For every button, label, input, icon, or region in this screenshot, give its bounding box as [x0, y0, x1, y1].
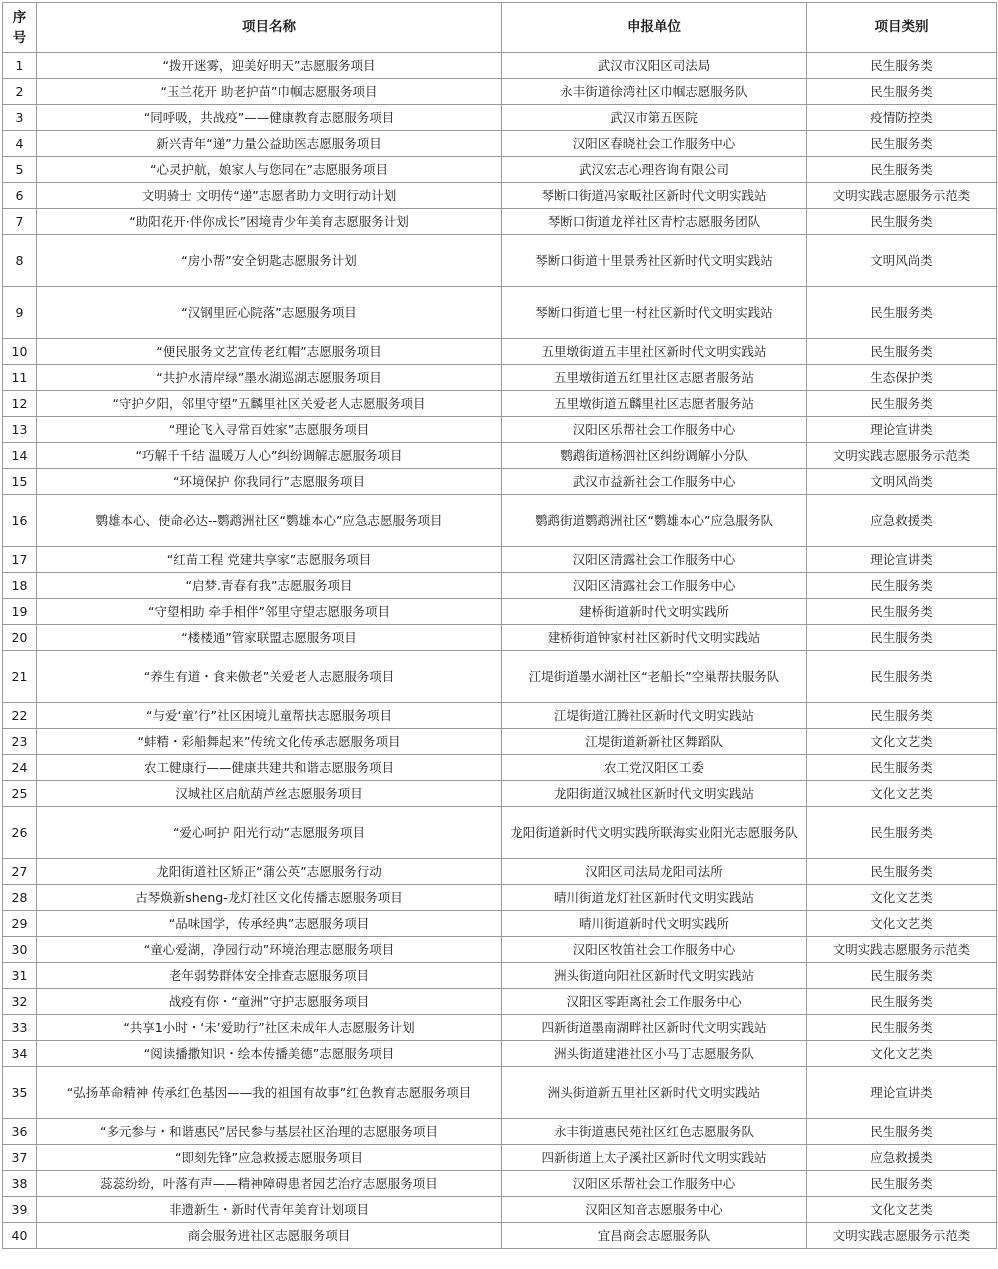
- cell-no: 33: [3, 1015, 37, 1041]
- cell-no: 36: [3, 1119, 37, 1145]
- cell-unit: 五里墩街道五麟里社区志愿者服务站: [502, 391, 807, 417]
- cell-unit: 汉阳区乐帮社会工作服务中心: [502, 417, 807, 443]
- cell-category: 民生服务类: [807, 79, 997, 105]
- cell-name: “童心爱湖，净园行动”环境治理志愿服务项目: [37, 937, 502, 963]
- cell-name: 蕊蕊纷纷，叶落有声——精神障碍患者园艺治疗志愿服务项目: [37, 1171, 502, 1197]
- cell-no: 9: [3, 287, 37, 339]
- cell-unit: 汉阳区牧笛社会工作服务中心: [502, 937, 807, 963]
- cell-no: 18: [3, 573, 37, 599]
- table-row: [3, 443, 997, 469]
- cell-no: 1: [3, 53, 37, 79]
- cell-unit: 武汉宏志心理咨询有限公司: [502, 157, 807, 183]
- cell-name: “守护夕阳，邻里守望”五麟里社区关爱老人志愿服务项目: [37, 391, 502, 417]
- table-row: [3, 729, 997, 755]
- cell-name: “品味国学，传承经典”志愿服务项目: [37, 911, 502, 937]
- cell-name: “守望相助 牵手相伴”邻里守望志愿服务项目: [37, 599, 502, 625]
- cell-no: 27: [3, 859, 37, 885]
- cell-category: 民生服务类: [807, 1171, 997, 1197]
- cell-name: 非遗新生・新时代青年美育计划项目: [37, 1197, 502, 1223]
- table-row: [3, 755, 997, 781]
- cell-no: 4: [3, 131, 37, 157]
- cell-unit: 五里墩街道五红里社区志愿者服务站: [502, 365, 807, 391]
- cell-no: 24: [3, 755, 37, 781]
- cell-category: 民生服务类: [807, 989, 997, 1015]
- cell-unit: 农工党汉阳区工委: [502, 755, 807, 781]
- cell-unit: 永丰街道惠民苑社区红色志愿服务队: [502, 1119, 807, 1145]
- cell-category: 应急救援类: [807, 495, 997, 547]
- cell-category: 文化文艺类: [807, 1197, 997, 1223]
- cell-no: 38: [3, 1171, 37, 1197]
- cell-name: “楼楼通”管家联盟志愿服务项目: [37, 625, 502, 651]
- cell-no: 16: [3, 495, 37, 547]
- table-row: [3, 1119, 997, 1145]
- cell-name: “房小帮”安全钥匙志愿服务计划: [37, 235, 502, 287]
- cell-no: 5: [3, 157, 37, 183]
- cell-unit: 晴川街道龙灯社区新时代文明实践站: [502, 885, 807, 911]
- cell-category: 民生服务类: [807, 963, 997, 989]
- cell-unit: 琴断口街道十里景秀社区新时代文明实践站: [502, 235, 807, 287]
- table-row: [3, 1223, 997, 1249]
- cell-unit: 琴断口街道冯家畈社区新时代文明实践站: [502, 183, 807, 209]
- table-row: [3, 1145, 997, 1171]
- cell-no: 3: [3, 105, 37, 131]
- cell-no: 31: [3, 963, 37, 989]
- cell-unit: 琴断口街道七里一村社区新时代文明实践站: [502, 287, 807, 339]
- cell-unit: 汉阳区零距离社会工作服务中心: [502, 989, 807, 1015]
- cell-name: 文明骑士 文明传“递”志愿者助力文明行动计划: [37, 183, 502, 209]
- cell-unit: 江堤街道墨水湖社区“老船长”空巢帮扶服务队: [502, 651, 807, 703]
- table-row: [3, 547, 997, 573]
- table-row: [3, 781, 997, 807]
- cell-no: 25: [3, 781, 37, 807]
- table-row: [3, 131, 997, 157]
- table-row: [3, 495, 997, 547]
- cell-category: 民生服务类: [807, 651, 997, 703]
- cell-unit: 武汉市第五医院: [502, 105, 807, 131]
- cell-unit: 龙阳街道新时代文明实践所联海实业阳光志愿服务队: [502, 807, 807, 859]
- table-row: [3, 183, 997, 209]
- cell-category: 文化文艺类: [807, 729, 997, 755]
- table-row: [3, 287, 997, 339]
- cell-name: “助阳花开·伴你成长”困境青少年美育志愿服务计划: [37, 209, 502, 235]
- cell-name: “玉兰花开 助老护苗”巾帼志愿服务项目: [37, 79, 502, 105]
- cell-category: 民生服务类: [807, 703, 997, 729]
- header-row: [3, 3, 997, 53]
- cell-category: 文明实践志愿服务示范类: [807, 1223, 997, 1249]
- cell-category: 文化文艺类: [807, 911, 997, 937]
- table-row: [3, 573, 997, 599]
- cell-category: 民生服务类: [807, 573, 997, 599]
- cell-category: 民生服务类: [807, 1119, 997, 1145]
- cell-no: 20: [3, 625, 37, 651]
- header-category: 项目类别: [807, 3, 997, 53]
- cell-unit: 汉阳区春晓社会工作服务中心: [502, 131, 807, 157]
- cell-category: 文明实践志愿服务示范类: [807, 183, 997, 209]
- cell-no: 10: [3, 339, 37, 365]
- table-row: [3, 807, 997, 859]
- table-row: [3, 651, 997, 703]
- cell-category: 文化文艺类: [807, 885, 997, 911]
- cell-no: 39: [3, 1197, 37, 1223]
- cell-name: “弘扬革命精神 传承红色基因——我的祖国有故事”红色教育志愿服务项目: [37, 1067, 502, 1119]
- cell-unit: 鹦鹉街道鹦鹉洲社区“鹦雄本心”应急服务队: [502, 495, 807, 547]
- cell-unit: 汉阳区乐帮社会工作服务中心: [502, 1171, 807, 1197]
- cell-no: 14: [3, 443, 37, 469]
- cell-no: 15: [3, 469, 37, 495]
- table-row: [3, 703, 997, 729]
- table-row: [3, 885, 997, 911]
- cell-name: “与爱‘童’行”社区困境儿童帮扶志愿服务项目: [37, 703, 502, 729]
- cell-name: “蚌精・彩船舞起来”传统文化传承志愿服务项目: [37, 729, 502, 755]
- cell-name: “汉钢里匠心院落”志愿服务项目: [37, 287, 502, 339]
- cell-category: 民生服务类: [807, 131, 997, 157]
- cell-name: “理论飞入寻常百姓家”志愿服务项目: [37, 417, 502, 443]
- cell-name: “共享1小时・‘未’爱助行”社区未成年人志愿服务计划: [37, 1015, 502, 1041]
- cell-unit: 五里墩街道五丰里社区新时代文明实践站: [502, 339, 807, 365]
- cell-unit: 汉阳区知音志愿服务中心: [502, 1197, 807, 1223]
- cell-no: 29: [3, 911, 37, 937]
- cell-category: 文明风尚类: [807, 469, 997, 495]
- cell-no: 30: [3, 937, 37, 963]
- cell-unit: 建桥街道钟家村社区新时代文明实践站: [502, 625, 807, 651]
- cell-name: 商会服务进社区志愿服务项目: [37, 1223, 502, 1249]
- cell-name: “启梦.青春有我”志愿服务项目: [37, 573, 502, 599]
- cell-unit: 龙阳街道汉城社区新时代文明实践站: [502, 781, 807, 807]
- cell-name: “即刻先锋”应急救援志愿服务项目: [37, 1145, 502, 1171]
- cell-name: “爱心呵护 阳光行动”志愿服务项目: [37, 807, 502, 859]
- table-row: [3, 1041, 997, 1067]
- cell-no: 17: [3, 547, 37, 573]
- cell-no: 12: [3, 391, 37, 417]
- cell-unit: 洲头街道新五里社区新时代文明实践站: [502, 1067, 807, 1119]
- cell-category: 民生服务类: [807, 755, 997, 781]
- cell-category: 民生服务类: [807, 287, 997, 339]
- cell-no: 8: [3, 235, 37, 287]
- table-row: [3, 1197, 997, 1223]
- cell-category: 文明实践志愿服务示范类: [807, 937, 997, 963]
- cell-unit: 鹦鹉街道杨泗社区纠纷调解小分队: [502, 443, 807, 469]
- table-row: [3, 1067, 997, 1119]
- table-row: [3, 209, 997, 235]
- cell-name: “红苗工程 党建共享家”志愿服务项目: [37, 547, 502, 573]
- cell-no: 23: [3, 729, 37, 755]
- cell-category: 理论宣讲类: [807, 1067, 997, 1119]
- table-row: [3, 365, 997, 391]
- table-row: [3, 417, 997, 443]
- table-row: [3, 1015, 997, 1041]
- cell-name: “便民服务文艺宣传老红帽”志愿服务项目: [37, 339, 502, 365]
- cell-name: 汉城社区启航葫芦丝志愿服务项目: [37, 781, 502, 807]
- header-name: 项目名称: [37, 3, 502, 53]
- cell-name: “同呼吸，共战疫”——健康教育志愿服务项目: [37, 105, 502, 131]
- cell-no: 21: [3, 651, 37, 703]
- table-row: [3, 599, 997, 625]
- cell-category: 文明实践志愿服务示范类: [807, 443, 997, 469]
- cell-name: 古琴焕新sheng-龙灯社区文化传播志愿服务项目: [37, 885, 502, 911]
- cell-unit: 武汉市益新社会工作服务中心: [502, 469, 807, 495]
- cell-category: 民生服务类: [807, 53, 997, 79]
- cell-name: 农工健康行——健康共建共和谐志愿服务项目: [37, 755, 502, 781]
- cell-no: 11: [3, 365, 37, 391]
- cell-unit: 汉阳区司法局龙阳司法所: [502, 859, 807, 885]
- cell-no: 34: [3, 1041, 37, 1067]
- cell-category: 理论宣讲类: [807, 547, 997, 573]
- cell-no: 28: [3, 885, 37, 911]
- table-row: [3, 235, 997, 287]
- cell-unit: 汉阳区清露社会工作服务中心: [502, 547, 807, 573]
- table-row: [3, 79, 997, 105]
- table-row: [3, 625, 997, 651]
- cell-no: 2: [3, 79, 37, 105]
- cell-unit: 琴断口街道龙祥社区青柠志愿服务团队: [502, 209, 807, 235]
- table-row: [3, 105, 997, 131]
- cell-unit: 江堤街道新新社区舞蹈队: [502, 729, 807, 755]
- table-row: [3, 339, 997, 365]
- cell-name: “环境保护 你我同行”志愿服务项目: [37, 469, 502, 495]
- cell-name: “心灵护航，娘家人与您同在”志愿服务项目: [37, 157, 502, 183]
- projects-table: [2, 2, 997, 1249]
- cell-no: 13: [3, 417, 37, 443]
- table-row: [3, 989, 997, 1015]
- cell-name: 老年弱势群体安全排查志愿服务项目: [37, 963, 502, 989]
- cell-name: 鹦雄本心、使命必达--鹦鹉洲社区“鹦雄本心”应急志愿服务项目: [37, 495, 502, 547]
- cell-no: 40: [3, 1223, 37, 1249]
- cell-no: 37: [3, 1145, 37, 1171]
- cell-unit: 四新街道墨南湖畔社区新时代文明实践站: [502, 1015, 807, 1041]
- table-row: [3, 859, 997, 885]
- cell-category: 文化文艺类: [807, 781, 997, 807]
- cell-unit: 宜昌商会志愿服务队: [502, 1223, 807, 1249]
- cell-name: 新兴青年“递”力量公益助医志愿服务项目: [37, 131, 502, 157]
- cell-unit: 汉阳区清露社会工作服务中心: [502, 573, 807, 599]
- table-row: [3, 911, 997, 937]
- cell-no: 22: [3, 703, 37, 729]
- table-row: [3, 469, 997, 495]
- cell-category: 民生服务类: [807, 157, 997, 183]
- cell-category: 民生服务类: [807, 599, 997, 625]
- table-row: [3, 53, 997, 79]
- cell-name: 龙阳街道社区矫正“蒲公英”志愿服务行动: [37, 859, 502, 885]
- table-row: [3, 937, 997, 963]
- cell-no: 6: [3, 183, 37, 209]
- cell-category: 民生服务类: [807, 859, 997, 885]
- cell-unit: 江堤街道江腾社区新时代文明实践站: [502, 703, 807, 729]
- table-row: [3, 1171, 997, 1197]
- cell-name: “巧解千千结 温暖万人心”纠纷调解志愿服务项目: [37, 443, 502, 469]
- cell-no: 32: [3, 989, 37, 1015]
- cell-unit: 建桥街道新时代文明实践所: [502, 599, 807, 625]
- table-row: [3, 391, 997, 417]
- cell-unit: 武汉市汉阳区司法局: [502, 53, 807, 79]
- cell-category: 民生服务类: [807, 807, 997, 859]
- cell-unit: 永丰街道徐湾社区巾帼志愿服务队: [502, 79, 807, 105]
- cell-unit: 四新街道上太子溪社区新时代文明实践站: [502, 1145, 807, 1171]
- table-row: [3, 963, 997, 989]
- cell-category: 文明风尚类: [807, 235, 997, 287]
- cell-no: 7: [3, 209, 37, 235]
- cell-category: 民生服务类: [807, 1015, 997, 1041]
- cell-category: 应急救援类: [807, 1145, 997, 1171]
- cell-no: 19: [3, 599, 37, 625]
- cell-unit: 洲头街道建港社区小马丁志愿服务队: [502, 1041, 807, 1067]
- table-row: [3, 157, 997, 183]
- cell-category: 文化文艺类: [807, 1041, 997, 1067]
- cell-unit: 洲头街道向阳社区新时代文明实践站: [502, 963, 807, 989]
- cell-category: 理论宣讲类: [807, 417, 997, 443]
- header-no: 序号: [3, 3, 37, 53]
- cell-name: “共护水清岸绿”墨水湖巡湖志愿服务项目: [37, 365, 502, 391]
- cell-category: 民生服务类: [807, 391, 997, 417]
- cell-unit: 晴川街道新时代文明实践所: [502, 911, 807, 937]
- cell-name: “拨开迷雾，迎美好明天”志愿服务项目: [37, 53, 502, 79]
- cell-no: 26: [3, 807, 37, 859]
- cell-name: “养生有道・食来傲老”关爱老人志愿服务项目: [37, 651, 502, 703]
- cell-category: 民生服务类: [807, 625, 997, 651]
- cell-category: 民生服务类: [807, 339, 997, 365]
- cell-name: “阅读播撒知识・绘本传播美德”志愿服务项目: [37, 1041, 502, 1067]
- cell-name: 战疫有你・“童洲”守护志愿服务项目: [37, 989, 502, 1015]
- cell-category: 民生服务类: [807, 209, 997, 235]
- cell-category: 生态保护类: [807, 365, 997, 391]
- cell-category: 疫情防控类: [807, 105, 997, 131]
- header-unit: 申报单位: [502, 3, 807, 53]
- cell-no: 35: [3, 1067, 37, 1119]
- cell-name: “多元参与・和谐惠民”居民参与基层社区治理的志愿服务项目: [37, 1119, 502, 1145]
